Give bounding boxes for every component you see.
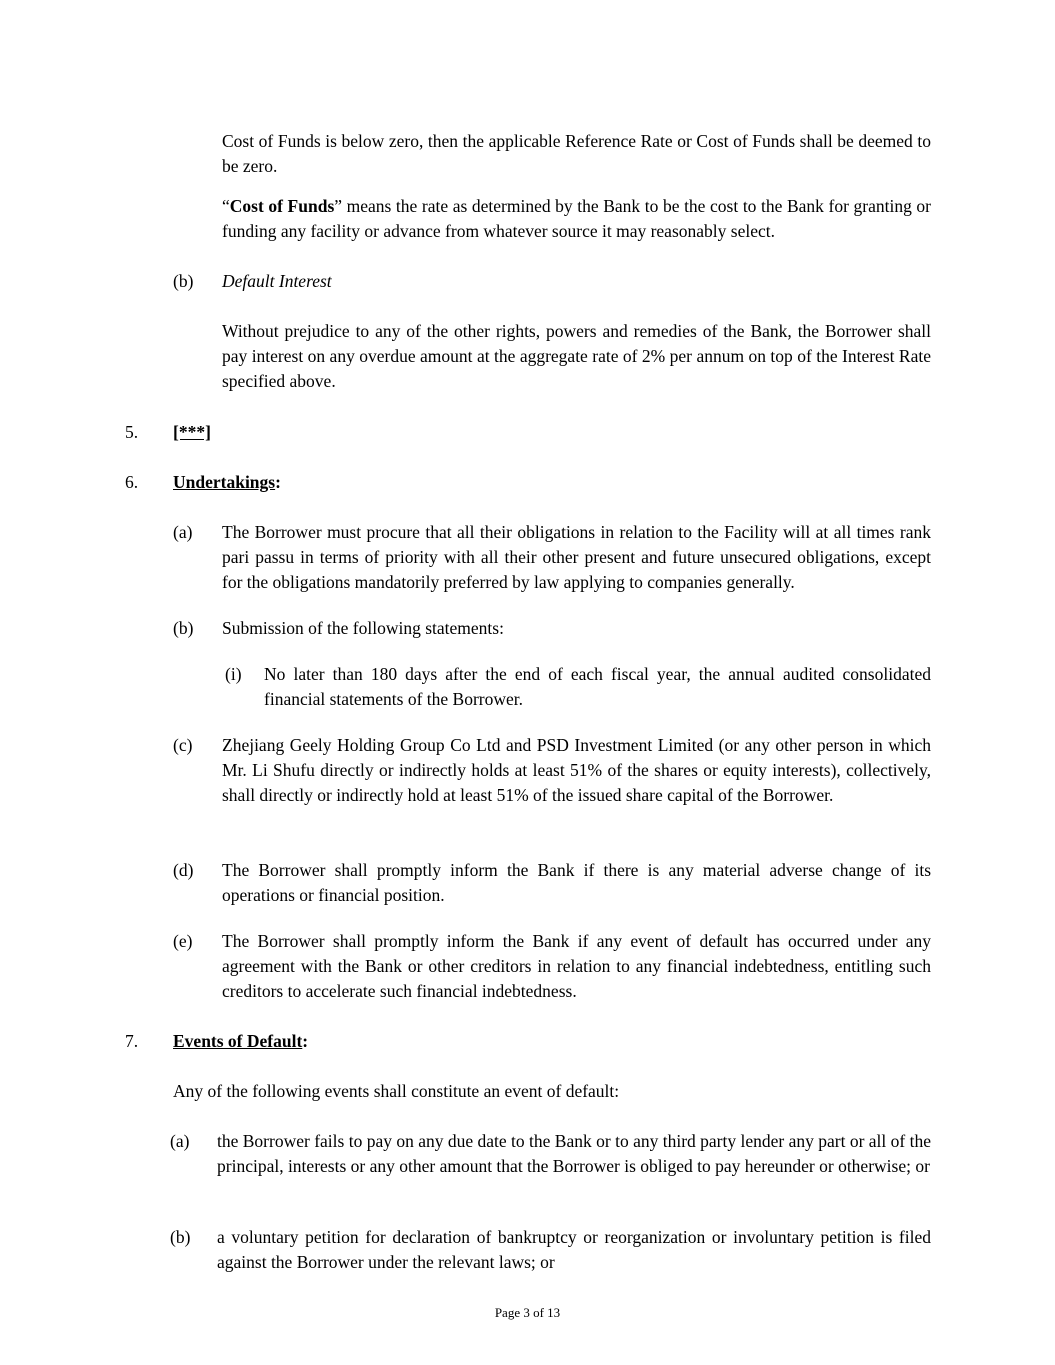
undertaking-b-i-text: No later than 180 days after the end of each fiscal year, the annual audited consolidated financial statements of the Borrower.: [264, 664, 931, 709]
undertaking-b-i-label: (i): [225, 664, 242, 684]
default-event-b-label: (b): [170, 1227, 191, 1247]
section-5-number: 5.: [125, 422, 139, 442]
default-interest-label: (b): [173, 271, 194, 291]
section-7-heading: [173, 1029, 308, 1054]
cost-of-funds-continuation: Cost of Funds is below zero, then the applicable Reference Rate or Cost of Funds shall be deemed to be zero.: [222, 131, 931, 176]
page-number-footer: Page 3 of 13: [494, 1305, 561, 1320]
undertaking-d-text: The Borrower shall promptly inform the Bank if there is any material adverse change of its operations or financial position.: [222, 860, 931, 905]
open-quote: “: [222, 196, 230, 216]
undertaking-c-label: (c): [173, 735, 193, 755]
undertaking-a-text: The Borrower must procure that all their obligations in relation to the Facility will at all times rank pari passu in terms of priority with all their other present and future unsecured obligations, except for the obligations mandatorily preferred by law applying to companies generally.: [222, 522, 931, 592]
undertaking-d-label: (d): [173, 860, 194, 880]
section-6-colon: :: [275, 472, 281, 492]
section-6-title: Undertakings: [173, 472, 276, 492]
section-7-intro: Any of the following events shall constitute an event of default:: [173, 1081, 620, 1101]
undertaking-c-text: Zhejiang Geely Holding Group Co Ltd and PSD Investment Limited (or any other person in which Mr. Li Shufu directly or indirectly holds at least 51% of the shares or equity interests), collectively, shall directly or indirectly hold at least 51% of the issued share capital of the Borrower.: [222, 735, 931, 805]
section-5-title: [***]: [173, 422, 211, 442]
default-interest-heading: Default Interest: [222, 271, 332, 291]
section-6-heading: [173, 470, 281, 495]
default-event-b-text: a voluntary petition for declaration of bankruptcy or reorganization or involuntary petition is filed against the Borrower under the relevant laws; or: [217, 1227, 931, 1272]
default-interest-text: Without prejudice to any of the other rights, powers and remedies of the Bank, the Borrower shall pay interest on any overdue amount at the aggregate rate of 2% per annum on top of the Interest Rate specified above.: [222, 321, 931, 391]
section-6-number: 6.: [125, 472, 139, 492]
definition-text: means the rate as determined by the Bank to be the cost to the Bank for granting or funding any facility or advance from whatever source it may reasonably select.: [222, 196, 931, 241]
default-event-a-label: (a): [170, 1131, 190, 1151]
cost-of-funds-definition: [222, 194, 931, 244]
section-7-number: 7.: [125, 1031, 139, 1051]
undertaking-e-text: The Borrower shall promptly inform the Bank if any event of default has occurred under any agreement with the Bank or other creditors in relation to any financial indebtedness, entitling such creditors to accelerate such financial indebtedness.: [222, 931, 931, 1001]
defined-term-cost-of-funds: Cost of Funds: [229, 196, 335, 216]
undertaking-e-label: (e): [173, 931, 193, 951]
undertaking-b-text: Submission of the following statements:: [222, 618, 504, 638]
section-7-colon: :: [302, 1031, 309, 1051]
undertaking-a-label: (a): [173, 522, 193, 542]
section-7-title: Events of Default: [173, 1031, 303, 1051]
close-quote: ”: [334, 196, 343, 216]
undertaking-b-label: (b): [173, 618, 194, 638]
default-event-a-text: the Borrower fails to pay on any due date to the Bank or to any third party lender any part or all of the principal, interests or any other amount that the Borrower is obliged to pay hereunder or otherwise; or: [217, 1131, 931, 1176]
